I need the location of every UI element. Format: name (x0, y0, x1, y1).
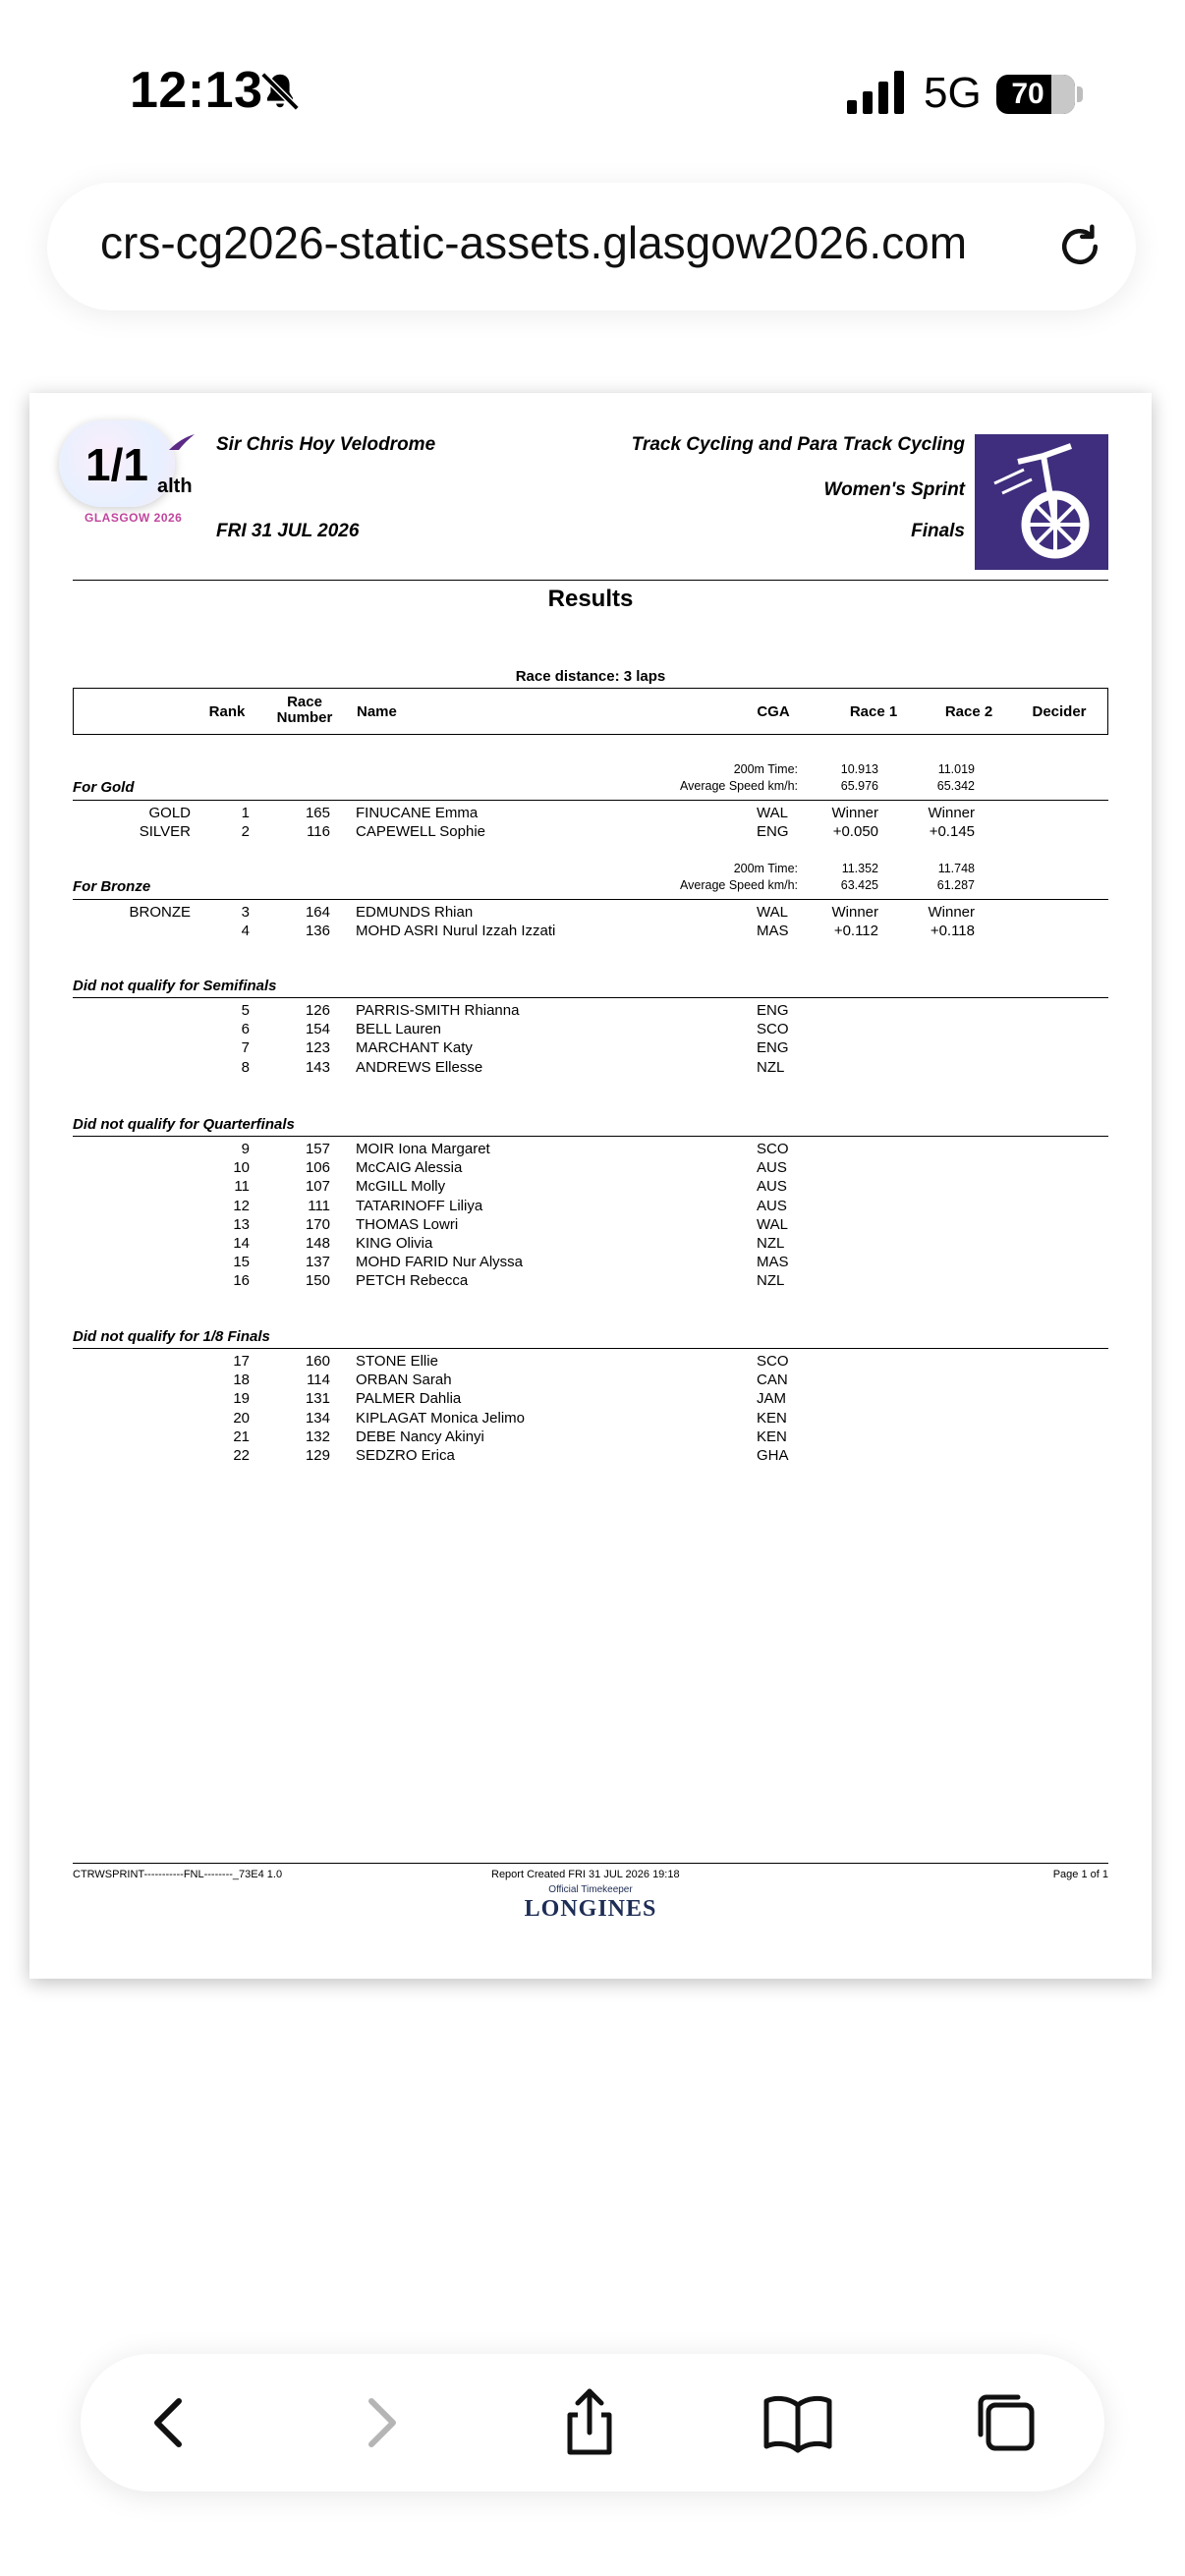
rank: 5 (241, 1002, 250, 1019)
rider-name: McCAIG Alessia (356, 1159, 463, 1177)
cga: ENG (757, 1002, 789, 1019)
race1: +0.050 (832, 823, 878, 840)
status-time: 12:13 (130, 62, 263, 119)
signal-icon (847, 71, 906, 114)
rank: 15 (233, 1254, 250, 1271)
logo-text: alth (157, 476, 193, 497)
medal: BRONZE (129, 904, 191, 921)
race-number: 123 (305, 1039, 330, 1057)
rider-name: FINUCANE Emma (356, 805, 479, 821)
rank: 13 (233, 1215, 250, 1233)
rank: 11 (234, 1178, 250, 1196)
battery-tip (1077, 86, 1083, 102)
race-number: 165 (305, 805, 330, 821)
rank: 1 (241, 805, 250, 821)
battery-level: 70 (1011, 78, 1044, 110)
race-number: 150 (305, 1272, 330, 1290)
cga: SCO (757, 1353, 789, 1370)
header-race2: Race 2 (944, 703, 993, 720)
header-name: Name (357, 703, 397, 720)
event-name: Women's Sprint (823, 479, 965, 500)
rank: 21 (233, 1428, 250, 1445)
medal: SILVER (139, 823, 191, 840)
browser-toolbar (81, 2354, 1104, 2492)
cga: WAL (757, 904, 788, 921)
race2-time: 11.748 (937, 862, 975, 875)
logo-swoosh-icon (167, 432, 197, 452)
race-number: 148 (305, 1235, 330, 1252)
rank: 17 (233, 1353, 250, 1370)
race-number: 160 (305, 1353, 330, 1370)
medal: GOLD (148, 805, 191, 821)
cga: NZL (757, 1235, 785, 1252)
cga: SCO (757, 1141, 789, 1157)
race-number: 134 (305, 1409, 330, 1427)
cga: WAL (757, 805, 788, 821)
section-eighths: Did not qualify for 1/8 Finals (73, 1328, 270, 1345)
race2-speed: 61.287 (936, 878, 975, 892)
cga: MAS (757, 1254, 789, 1271)
page-number: Page 1 of 1 (1052, 1869, 1108, 1880)
cga: KEN (757, 1428, 787, 1445)
race-number: 170 (305, 1215, 330, 1233)
rider-name: KING Olivia (356, 1235, 433, 1252)
header-race1: Race 1 (849, 703, 898, 720)
rank: 14 (233, 1235, 250, 1252)
report-code: CTRWSPRINT-----------FNL--------_73E4 1.0 (73, 1869, 283, 1880)
cga: AUS (757, 1159, 787, 1177)
header-cga: CGA (757, 703, 790, 720)
rider-name: PALMER Dahlia (356, 1390, 462, 1408)
logo-city: GLASGOW 2026 (85, 511, 183, 525)
section-gold: For Gold (73, 779, 135, 796)
rank: 20 (233, 1409, 250, 1427)
rank: 22 (233, 1447, 250, 1464)
time-label: 200m Time: (733, 862, 798, 875)
race1: +0.112 (833, 923, 878, 939)
table-header (73, 688, 1108, 735)
cga: JAM (757, 1390, 786, 1408)
cga: AUS (757, 1197, 787, 1214)
venue: Sir Chris Hoy Velodrome (216, 434, 436, 455)
rider-name: MOIR Iona Margaret (356, 1141, 490, 1157)
address-bar[interactable] (47, 183, 1136, 310)
event-date: FRI 31 JUL 2026 (216, 521, 360, 541)
header-rank: Rank (208, 703, 246, 720)
section-bronze: For Bronze (73, 878, 151, 895)
race-number: 107 (305, 1178, 330, 1196)
pdf-page (29, 393, 1152, 1979)
sponsor-logo: LONGINES (524, 1896, 657, 1922)
rider-name: PETCH Rebecca (356, 1272, 469, 1290)
speed-label: Average Speed km/h: (680, 779, 798, 793)
race-number: 126 (305, 1002, 330, 1019)
report-created: Report Created FRI 31 JUL 2026 19:18 (491, 1869, 680, 1880)
speed-label: Average Speed km/h: (680, 878, 798, 892)
cga: SCO (757, 1021, 789, 1038)
rider-name: DEBE Nancy Akinyi (356, 1428, 484, 1445)
race-number: 129 (305, 1447, 330, 1464)
race-number: 132 (305, 1428, 330, 1445)
rank: 16 (233, 1272, 250, 1290)
section-semis: Did not qualify for Semifinals (73, 978, 277, 994)
race-number: 157 (305, 1141, 330, 1157)
race-distance: Race distance: 3 laps (515, 668, 666, 685)
race-number: 154 (305, 1021, 330, 1038)
cga: GHA (757, 1447, 789, 1464)
back-icon[interactable] (132, 2383, 210, 2462)
rank: 4 (241, 923, 250, 939)
rider-name: KIPLAGAT Monica Jelimo (356, 1409, 526, 1427)
battery-indicator (996, 75, 1075, 114)
bookmarks-icon[interactable] (759, 2383, 837, 2462)
race-number: 136 (305, 923, 330, 939)
cga: NZL (757, 1058, 785, 1076)
cga: KEN (757, 1409, 787, 1427)
rank: 10 (233, 1159, 250, 1177)
url-text[interactable]: crs-cg2026-static-assets.glasgow2026.com (100, 217, 968, 268)
cga: ENG (757, 823, 789, 840)
rank: 19 (233, 1390, 250, 1408)
rider-name: MARCHANT Katy (356, 1039, 473, 1057)
race-number: 111 (308, 1197, 330, 1214)
rider-name: TATARINOFF Liliya (356, 1197, 483, 1214)
rider-name: ORBAN Sarah (356, 1372, 452, 1389)
section-quarters: Did not qualify for Quarterfinals (73, 1116, 295, 1133)
cga: AUS (757, 1178, 787, 1196)
rider-name: SEDZRO Erica (356, 1447, 455, 1464)
race2: +0.145 (929, 823, 975, 840)
network-type: 5G (924, 69, 982, 117)
rank: 18 (233, 1372, 250, 1389)
time-label: 200m Time: (733, 762, 798, 776)
rider-name: PARRIS-SMITH Rhianna (356, 1002, 520, 1019)
bell-slash-icon (257, 69, 303, 114)
rank: 12 (233, 1197, 250, 1214)
race1-time: 11.352 (841, 862, 878, 875)
tabs-icon[interactable] (967, 2383, 1045, 2462)
race1: Winner (831, 805, 878, 821)
rider-name: MOHD ASRI Nurul Izzah Izzati (356, 923, 556, 939)
cga: CAN (757, 1372, 788, 1389)
race2: Winner (928, 805, 975, 821)
rank: 2 (241, 823, 250, 840)
forward-icon[interactable] (340, 2383, 419, 2462)
race-number: 114 (307, 1372, 330, 1389)
rider-name: MOHD FARID Nur Alyssa (356, 1254, 524, 1271)
race2-time: 11.019 (937, 762, 975, 776)
race1: Winner (831, 904, 878, 921)
rider-name: ANDREWS Ellesse (356, 1058, 483, 1076)
race1-time: 10.913 (840, 762, 878, 776)
rider-name: McGILL Molly (356, 1178, 446, 1196)
share-icon[interactable] (550, 2383, 629, 2462)
reload-icon[interactable] (1053, 220, 1106, 273)
cga: ENG (757, 1039, 789, 1057)
rider-name: THOMAS Lowri (356, 1215, 459, 1233)
rider-name: STONE Ellie (356, 1353, 438, 1370)
cycling-pictogram-icon (975, 434, 1108, 570)
status-bar (0, 0, 1185, 187)
race-number: 164 (305, 904, 330, 921)
page-title: Results (547, 586, 634, 612)
race-number: 137 (305, 1254, 330, 1271)
rank: 9 (241, 1141, 250, 1157)
race-number: 131 (305, 1390, 330, 1408)
header-race-number: Race Number (276, 694, 333, 726)
race1-speed: 65.976 (840, 779, 878, 793)
timekeeper-label: Official Timekeeper (548, 1884, 633, 1895)
race-number: 116 (307, 823, 330, 840)
cga: WAL (757, 1215, 788, 1233)
race2: +0.118 (930, 923, 975, 939)
rank: 3 (241, 904, 250, 921)
rider-name: EDMUNDS Rhian (356, 904, 474, 921)
sport: Track Cycling and Para Track Cycling (631, 434, 965, 455)
header-decider: Decider (1032, 703, 1087, 720)
rider-name: BELL Lauren (356, 1021, 442, 1038)
cga: NZL (757, 1272, 785, 1290)
rank: 6 (241, 1021, 250, 1038)
rank: 8 (241, 1058, 250, 1076)
phase: Finals (911, 521, 965, 541)
cga: MAS (757, 923, 789, 939)
rider-name: CAPEWELL Sophie (356, 823, 486, 840)
race-number: 106 (305, 1159, 330, 1177)
race2: Winner (928, 904, 975, 921)
rank: 7 (241, 1039, 250, 1057)
race2-speed: 65.342 (936, 779, 975, 793)
race1-speed: 63.425 (840, 878, 878, 892)
race-number: 143 (305, 1058, 330, 1076)
page-count: 1/1 (85, 439, 148, 490)
